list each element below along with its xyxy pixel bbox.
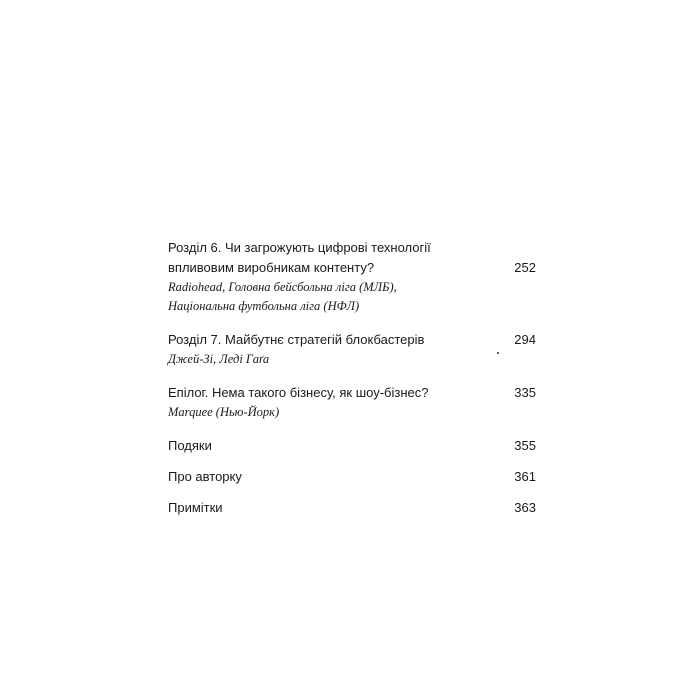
toc-entry-page-number: 355: [514, 438, 536, 453]
toc-entry-chapter-6[interactable]: [168, 238, 536, 316]
toc-entry-title: Епілог. Нема такого бізнесу, як шоу-бізнес?: [168, 385, 429, 400]
toc-entry-title: Про авторку: [168, 469, 242, 484]
toc-entry-page-number: 294: [514, 332, 536, 347]
toc-entry-page-number: 335: [514, 385, 536, 400]
toc-entry-subtitle: Marquee (Нью-Йорк): [168, 405, 280, 419]
toc-entry-subtitle: Джей-Зі, Леді Гаґа: [168, 352, 270, 366]
toc-entry-chapter-7[interactable]: [168, 330, 536, 369]
toc-entry-title: Примітки: [168, 500, 223, 515]
toc-entry-notes[interactable]: [168, 498, 536, 518]
toc-entry-title: Подяки: [168, 438, 212, 453]
toc-entry-title: Розділ 6. Чи загрожують цифрові технології впливовим виробникам контенту?: [168, 240, 431, 275]
toc-entry-acknowledgements[interactable]: [168, 436, 536, 456]
toc-entry-page-number: 361: [514, 469, 536, 484]
toc-entry-page-number: 252: [514, 260, 536, 275]
toc-entry-page-number: 363: [514, 500, 536, 515]
toc-entry-subtitle: Radiohead, Головна бейсбольна ліга (МЛБ), Національна футбольна ліга (НФЛ): [168, 280, 397, 313]
toc-entry-title: Розділ 7. Майбутнє стратегій блокбастерів: [168, 332, 425, 347]
toc-entry-epilogue[interactable]: [168, 383, 536, 422]
print-speck: [497, 352, 499, 354]
table-of-contents: [168, 238, 536, 529]
toc-entry-about-author[interactable]: [168, 467, 536, 487]
